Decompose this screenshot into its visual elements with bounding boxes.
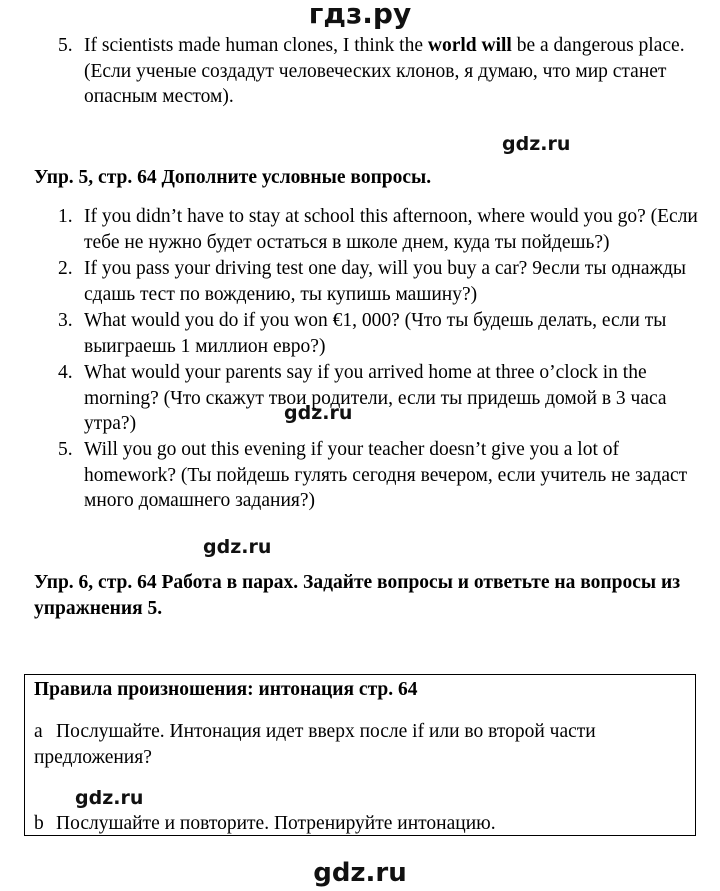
item-text: Will you go out this evening if your teacher doesn’t give you a lot of homework? (Ты пойдешь гулять сегодня вечером, если учитель не задаст много домашнего задания?) — [84, 439, 688, 511]
translation: (Если ученые создадут человеческих клонов, я думаю, что мир станет опасным местом). — [84, 60, 667, 107]
item-text: Послушайте и повторите. Потренируйте интонацию. — [56, 813, 496, 834]
item-text: If you pass your driving test one day, will you buy a car? 9если ты однажды сдашь тест по вождению, ты купишь машину?) — [84, 258, 686, 305]
item-text: If you didn’t have to stay at school this afternoon, where would you go? (Если тебе не нужно будет остаться в школе днем, куда ты пойдешь?) — [84, 206, 698, 253]
item-letter: a — [34, 721, 43, 742]
watermark: gdz.ru — [284, 402, 353, 424]
watermark: gdz.ru — [502, 133, 571, 155]
watermark: gdz.ru — [203, 536, 272, 558]
item-letter: b — [34, 813, 44, 834]
item-text: What would your parents say if you arrived home at three o’clock in the morning? (Что скажут твои родители, если ты придешь домой в 3 часа утра?) — [84, 362, 667, 434]
watermark-top: гдз.ру — [308, 0, 412, 30]
pronunciation-box — [24, 674, 696, 836]
item-number: 5. — [58, 35, 73, 56]
item-text: What would you do if you won €1, 000? (Что ты будешь делать, если ты выиграешь 1 миллион евро?) — [84, 310, 667, 357]
watermark-bottom: gdz.ru — [313, 858, 407, 888]
item-number: 5. — [58, 439, 73, 460]
item-number: 2. — [58, 258, 73, 279]
item-number: 4. — [58, 362, 73, 383]
item-text: If scientists made human clones, I think the world will be a dangerous place. (Если ученые создадут человеческих клонов, я думаю, что мир станет опасным местом). — [84, 35, 685, 107]
bold-phrase: world will — [427, 35, 512, 56]
pronunciation-item-b — [34, 811, 674, 837]
item-text: Послушайте. Интонация идет вверх после if или во второй части предложения? — [34, 721, 596, 768]
item-number: 3. — [58, 310, 73, 331]
pronunciation-title: Правила произношения: интонация стр. 64 — [34, 679, 418, 700]
exercise-6-heading: Упр. 6, стр. 64 Работа в парах. Задайте вопросы и ответьте на вопросы из упражнения 5. — [34, 572, 681, 619]
watermark: gdz.ru — [75, 787, 144, 809]
exercise-5-heading: Упр. 5, стр. 64 Дополните условные вопросы. — [34, 167, 432, 188]
pronunciation-item-a — [34, 719, 674, 771]
item-number: 1. — [58, 206, 73, 227]
